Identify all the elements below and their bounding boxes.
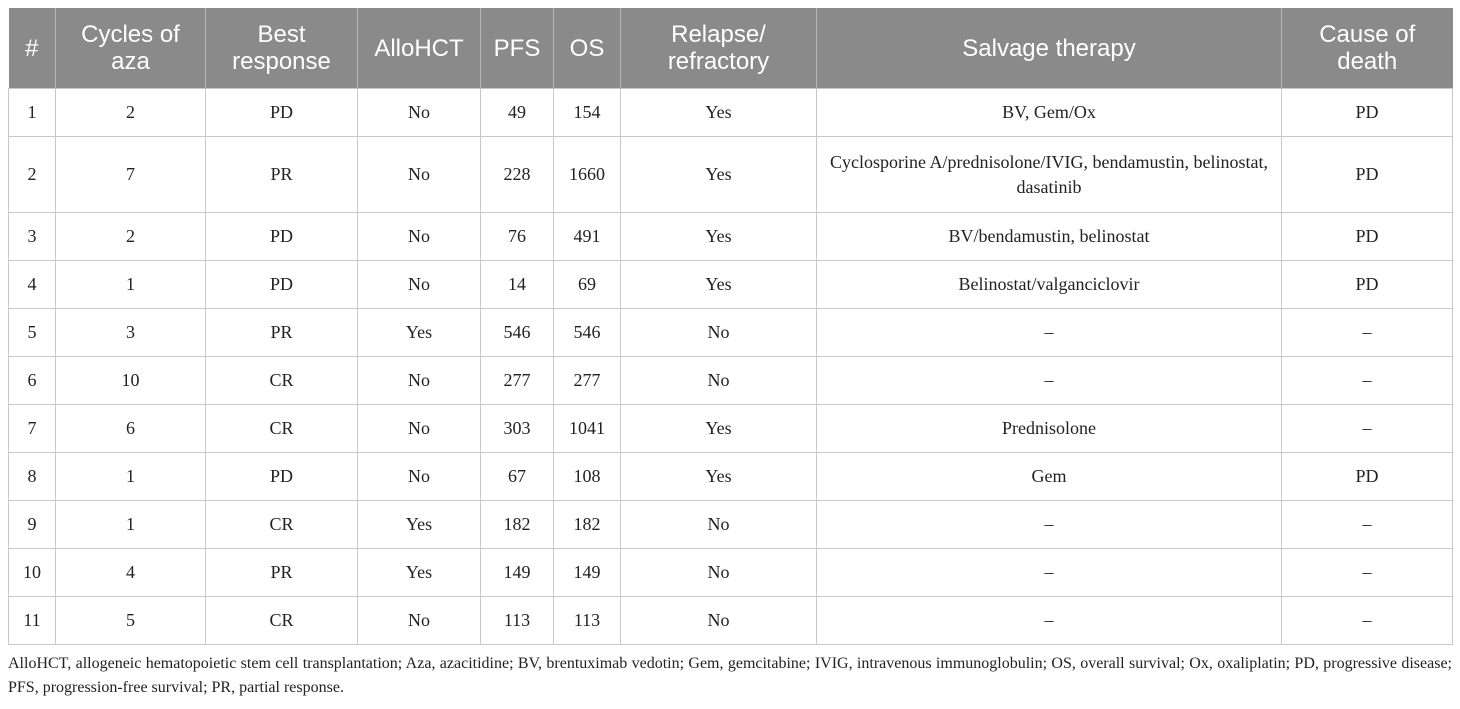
table-cell: No bbox=[621, 501, 817, 549]
table-cell: 14 bbox=[481, 261, 554, 309]
table-cell: – bbox=[1282, 357, 1453, 405]
table-cell: 67 bbox=[481, 453, 554, 501]
table-cell: – bbox=[817, 309, 1282, 357]
header-cell: Cause of death bbox=[1282, 8, 1453, 89]
table-row bbox=[9, 501, 1453, 549]
table-cell: – bbox=[1282, 501, 1453, 549]
table-cell: 2 bbox=[9, 137, 56, 213]
table-cell: 149 bbox=[554, 549, 621, 597]
table-cell: 3 bbox=[56, 309, 206, 357]
table-cell: PD bbox=[1282, 89, 1453, 137]
table-row bbox=[9, 357, 1453, 405]
table-cell: No bbox=[621, 309, 817, 357]
table-cell: 7 bbox=[9, 405, 56, 453]
table-cell: 1041 bbox=[554, 405, 621, 453]
table-cell: Yes bbox=[621, 405, 817, 453]
header-cell: OS bbox=[554, 8, 621, 89]
table-cell: Yes bbox=[358, 501, 481, 549]
table-row bbox=[9, 137, 1453, 213]
table-cell: PD bbox=[1282, 453, 1453, 501]
table-cell: 546 bbox=[481, 309, 554, 357]
table-row bbox=[9, 309, 1453, 357]
header-row bbox=[9, 8, 1453, 89]
table-cell: 8 bbox=[9, 453, 56, 501]
table-row bbox=[9, 453, 1453, 501]
table-cell: 182 bbox=[481, 501, 554, 549]
table-cell: 277 bbox=[554, 357, 621, 405]
table-row bbox=[9, 261, 1453, 309]
table-cell: No bbox=[358, 89, 481, 137]
table-cell: No bbox=[621, 549, 817, 597]
table-cell: 69 bbox=[554, 261, 621, 309]
table-cell: – bbox=[817, 597, 1282, 645]
table-cell: No bbox=[621, 357, 817, 405]
table-cell: – bbox=[1282, 309, 1453, 357]
table-footnote: AlloHCT, allogeneic hematopoietic stem cell transplantation; Aza, azacitidine; BV, brentuximab vedotin; Gem, gemcitabine; IVIG, intravenous immunoglobulin; OS, overall survival; Ox, oxaliplatin; PD, progressive disease; PFS, progression-free survival; PR, partial response. bbox=[8, 655, 1452, 696]
table-cell: BV, Gem/Ox bbox=[817, 89, 1282, 137]
table-cell: PD bbox=[206, 213, 358, 261]
table-cell: No bbox=[358, 597, 481, 645]
results-table bbox=[8, 8, 1453, 645]
table-cell: 1660 bbox=[554, 137, 621, 213]
table-cell: 1 bbox=[56, 261, 206, 309]
table-cell: No bbox=[358, 213, 481, 261]
table-cell: 10 bbox=[9, 549, 56, 597]
table-row bbox=[9, 405, 1453, 453]
table-cell: 9 bbox=[9, 501, 56, 549]
header-cell: PFS bbox=[481, 8, 554, 89]
table-cell: PD bbox=[206, 261, 358, 309]
table-cell: 6 bbox=[56, 405, 206, 453]
table-cell: 49 bbox=[481, 89, 554, 137]
header-cell: # bbox=[9, 8, 56, 89]
table-cell: 149 bbox=[481, 549, 554, 597]
table-cell: Gem bbox=[817, 453, 1282, 501]
table-cell: Yes bbox=[358, 309, 481, 357]
table-cell: 303 bbox=[481, 405, 554, 453]
table-cell: PR bbox=[206, 549, 358, 597]
table-cell: 2 bbox=[56, 213, 206, 261]
table-row bbox=[9, 89, 1453, 137]
table-cell: Yes bbox=[358, 549, 481, 597]
table-cell: – bbox=[817, 549, 1282, 597]
table-cell: Yes bbox=[621, 261, 817, 309]
header-cell: Relapse/ refractory bbox=[621, 8, 817, 89]
table-cell: 113 bbox=[481, 597, 554, 645]
table-cell: – bbox=[1282, 405, 1453, 453]
table-cell: 182 bbox=[554, 501, 621, 549]
table-row bbox=[9, 213, 1453, 261]
header-cell: Cycles of aza bbox=[56, 8, 206, 89]
table-row bbox=[9, 549, 1453, 597]
table-cell: – bbox=[1282, 597, 1453, 645]
results-table-container bbox=[8, 8, 1452, 645]
table-cell: PD bbox=[1282, 213, 1453, 261]
table-cell: 113 bbox=[554, 597, 621, 645]
table-cell: 5 bbox=[56, 597, 206, 645]
table-cell: 154 bbox=[554, 89, 621, 137]
table-cell: CR bbox=[206, 597, 358, 645]
table-body bbox=[9, 89, 1453, 645]
table-cell: PD bbox=[1282, 137, 1453, 213]
table-row bbox=[9, 597, 1453, 645]
table-cell: No bbox=[358, 357, 481, 405]
header-cell: AlloHCT bbox=[358, 8, 481, 89]
header-cell: Salvage therapy bbox=[817, 8, 1282, 89]
table-cell: Prednisolone bbox=[817, 405, 1282, 453]
table-cell: CR bbox=[206, 357, 358, 405]
table-cell: 277 bbox=[481, 357, 554, 405]
table-cell: PR bbox=[206, 137, 358, 213]
table-cell: No bbox=[621, 597, 817, 645]
table-cell: Yes bbox=[621, 213, 817, 261]
table-cell: PD bbox=[206, 89, 358, 137]
table-cell: No bbox=[358, 405, 481, 453]
table-cell: PD bbox=[1282, 261, 1453, 309]
table-cell: 1 bbox=[9, 89, 56, 137]
table-cell: 4 bbox=[56, 549, 206, 597]
table-cell: Yes bbox=[621, 89, 817, 137]
table-cell: No bbox=[358, 453, 481, 501]
table-cell: PD bbox=[206, 453, 358, 501]
table-cell: – bbox=[1282, 549, 1453, 597]
table-cell: Belinostat/valganciclovir bbox=[817, 261, 1282, 309]
table-cell: 4 bbox=[9, 261, 56, 309]
table-cell: 11 bbox=[9, 597, 56, 645]
table-cell: 228 bbox=[481, 137, 554, 213]
table-cell: – bbox=[817, 357, 1282, 405]
table-cell: – bbox=[817, 501, 1282, 549]
table-cell: Yes bbox=[621, 137, 817, 213]
table-cell: 108 bbox=[554, 453, 621, 501]
table-cell: 76 bbox=[481, 213, 554, 261]
table-cell: No bbox=[358, 137, 481, 213]
header-cell: Best response bbox=[206, 8, 358, 89]
table-cell: CR bbox=[206, 501, 358, 549]
table-cell: BV/bendamustin, belinostat bbox=[817, 213, 1282, 261]
table-cell: Cyclosporine A/prednisolone/IVIG, bendamustin, belinostat, dasatinib bbox=[817, 137, 1282, 213]
table-cell: PR bbox=[206, 309, 358, 357]
table-cell: Yes bbox=[621, 453, 817, 501]
table-cell: 10 bbox=[56, 357, 206, 405]
table-cell: No bbox=[358, 261, 481, 309]
table-cell: 1 bbox=[56, 501, 206, 549]
table-cell: 3 bbox=[9, 213, 56, 261]
table-cell: 7 bbox=[56, 137, 206, 213]
table-cell: 1 bbox=[56, 453, 206, 501]
table-cell: 546 bbox=[554, 309, 621, 357]
table-cell: CR bbox=[206, 405, 358, 453]
table-cell: 491 bbox=[554, 213, 621, 261]
table-cell: 6 bbox=[9, 357, 56, 405]
table-cell: 2 bbox=[56, 89, 206, 137]
table-cell: 5 bbox=[9, 309, 56, 357]
